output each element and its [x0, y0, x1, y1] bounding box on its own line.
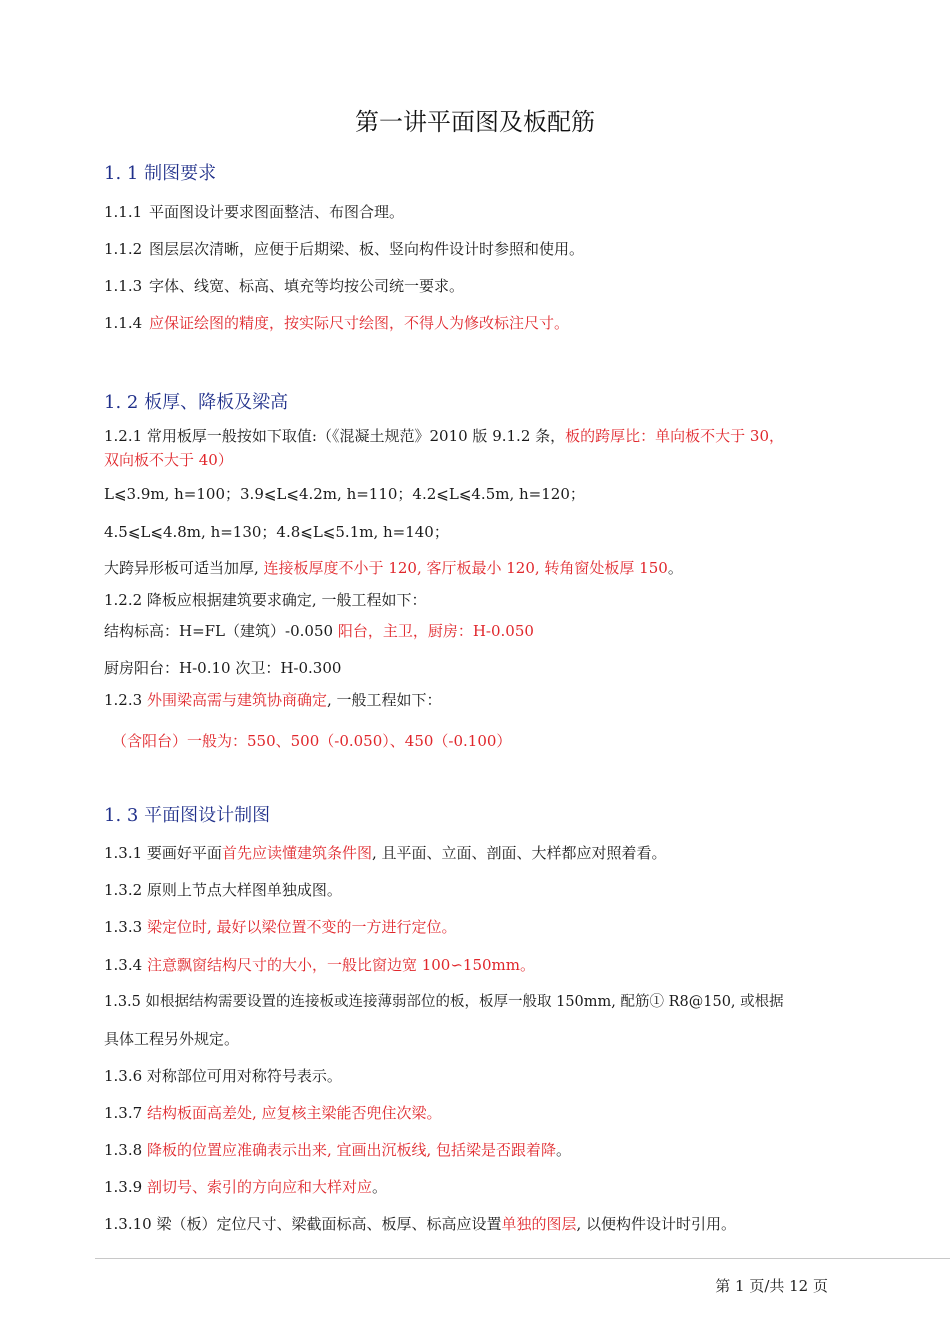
text: 1.3.9 — [104, 1178, 147, 1196]
item-1-1-2 — [104, 239, 584, 259]
text: 1.3.3 — [104, 918, 147, 936]
text: , 以便构件设计时引用。 — [576, 1215, 737, 1233]
item-1-3-2: 1.3.2 原则上节点大样图单独成图。 — [104, 881, 342, 899]
paragraph-1-2-1 — [104, 426, 784, 446]
page-title: 第一讲平面图及板配筋 — [355, 108, 595, 136]
text: 1.2.1 常用板厚一般按如下取值:（《混凝土规范》2010 版 9.1.2 条， — [104, 427, 566, 445]
item-number: 1.1.3 — [104, 277, 143, 295]
item-1-3-1 — [104, 843, 667, 863]
item-1-3-5: 1.3.5 如根据结构需要设置的连接板或连接薄弱部位的板，板厚一般取 150mm, 配筋① R8@150, 或根据 — [104, 994, 784, 1010]
item-text: 字体、线宽、标高、填充等均按公司统一要求。 — [149, 277, 465, 295]
text: 。 — [556, 1141, 572, 1159]
paragraph-structure-elevation — [104, 621, 534, 641]
text: 。 — [667, 559, 683, 577]
text: 1.3.8 — [104, 1141, 147, 1159]
text-highlight: 结构板面高差处, 应复核主梁能否兜住次梁 — [146, 1104, 427, 1122]
text-highlight: 连接板厚度不小于 120, 客厅板最小 120, 转角窗处板厚 150 — [263, 559, 668, 577]
item-1-3-7 — [104, 1103, 442, 1123]
item-number: 1.1.4 — [104, 314, 143, 332]
text-highlight: 板的跨厚比：单向板不大于 30， — [565, 427, 784, 445]
text-highlight: 。 — [441, 918, 457, 936]
paragraph-1-2-1-cont: 双向板不大于 40） — [104, 451, 233, 469]
item-1-3-4 — [104, 955, 535, 975]
item-1-1-3 — [104, 276, 464, 296]
item-number: 1.1.2 — [104, 240, 143, 258]
span-thickness-line-1: L⩽3.9m, h=100；3.9⩽L⩽4.2m, h=110；4.2⩽L⩽4.5m, h=120； — [104, 485, 585, 503]
item-number: 1.1.1 — [104, 203, 143, 221]
item-text: 平面图设计要求图面整洁、布图合理。 — [149, 203, 405, 221]
text-highlight: 降板的位置应准确表示出来, 宜画出沉板线, 包括梁是否跟着降 — [146, 1141, 557, 1159]
text: 结构标高：H=FL（建筑）-0.050 — [104, 622, 338, 640]
paragraph-kitchen-balcony: 厨房阳台：H-0.10 次卫：H-0.300 — [104, 659, 342, 677]
text-highlight: 。 — [519, 956, 535, 974]
text: 1.3.7 — [104, 1104, 147, 1122]
item-text: 图层层次清晰，应便于后期梁、板、竖向构件设计时参照和使用。 — [149, 240, 585, 258]
text-highlight: 剖切号、索引的方向应和大样对应 — [146, 1178, 372, 1196]
text-highlight: 外围梁高需与建筑协商确定 — [146, 691, 327, 709]
item-1-3-5-cont: 具体工程另外规定。 — [104, 1030, 240, 1048]
text: 1.3.10 梁（板）定位尺寸、梁截面标高、板厚、标高应设置 — [104, 1215, 502, 1233]
text-highlight: 梁定位时, 最好以梁位置不变的一方进行定位 — [146, 918, 442, 936]
item-1-3-10 — [104, 1214, 736, 1234]
page-number: 第 1 页/共 12 页 — [715, 1277, 828, 1295]
item-1-3-8 — [104, 1140, 571, 1160]
text: 1.3.1 要画好平面 — [104, 844, 222, 862]
text-highlight: 。 — [426, 1104, 442, 1122]
paragraph-1-2-3 — [104, 690, 442, 710]
paragraph-large-slab — [104, 558, 683, 578]
paragraph-beam-heights: （含阳台）一般为：550、500（-0.050）、450（-0.100） — [112, 732, 512, 750]
text: , 且平面、立面、剖面、大样都应对照着看。 — [371, 844, 667, 862]
text-highlight: 阳台，主卫，厨房：H-0.050 — [337, 622, 534, 640]
span-thickness-line-2: 4.5⩽L⩽4.8m, h=130；4.8⩽L⩽5.1m, h=140； — [104, 523, 449, 541]
text: 1.2.3 — [104, 691, 147, 709]
item-1-1-1 — [104, 202, 404, 222]
text: 1.3.4 — [104, 956, 147, 974]
text: 大跨异形板可适当加厚, — [104, 559, 264, 577]
footer-divider — [95, 1258, 950, 1259]
text-highlight: 首先应读懂建筑条件图 — [221, 844, 372, 862]
text-highlight: 单独的图层 — [501, 1215, 577, 1233]
item-1-3-3 — [104, 917, 457, 937]
item-text-highlight: 应保证绘图的精度，按实际尺寸绘图，不得人为修改标注尺寸。 — [149, 314, 570, 332]
text: 。 — [371, 1178, 387, 1196]
section-heading-1-1: 1. 1 制图要求 — [104, 163, 217, 184]
item-1-3-9 — [104, 1177, 387, 1197]
item-1-1-4 — [104, 313, 569, 333]
text-highlight: 注意飘窗结构尺寸的大小，一般比窗边宽 100∽150mm — [146, 956, 520, 974]
paragraph-1-2-2: 1.2.2 降板应根据建筑要求确定, 一般工程如下： — [104, 591, 427, 609]
item-1-3-6: 1.3.6 对称部位可用对称符号表示。 — [104, 1067, 342, 1085]
text: , 一般工程如下： — [326, 691, 442, 709]
section-heading-1-2: 1. 2 板厚、降板及梁高 — [104, 392, 289, 413]
section-heading-1-3: 1. 3 平面图设计制图 — [104, 805, 271, 826]
